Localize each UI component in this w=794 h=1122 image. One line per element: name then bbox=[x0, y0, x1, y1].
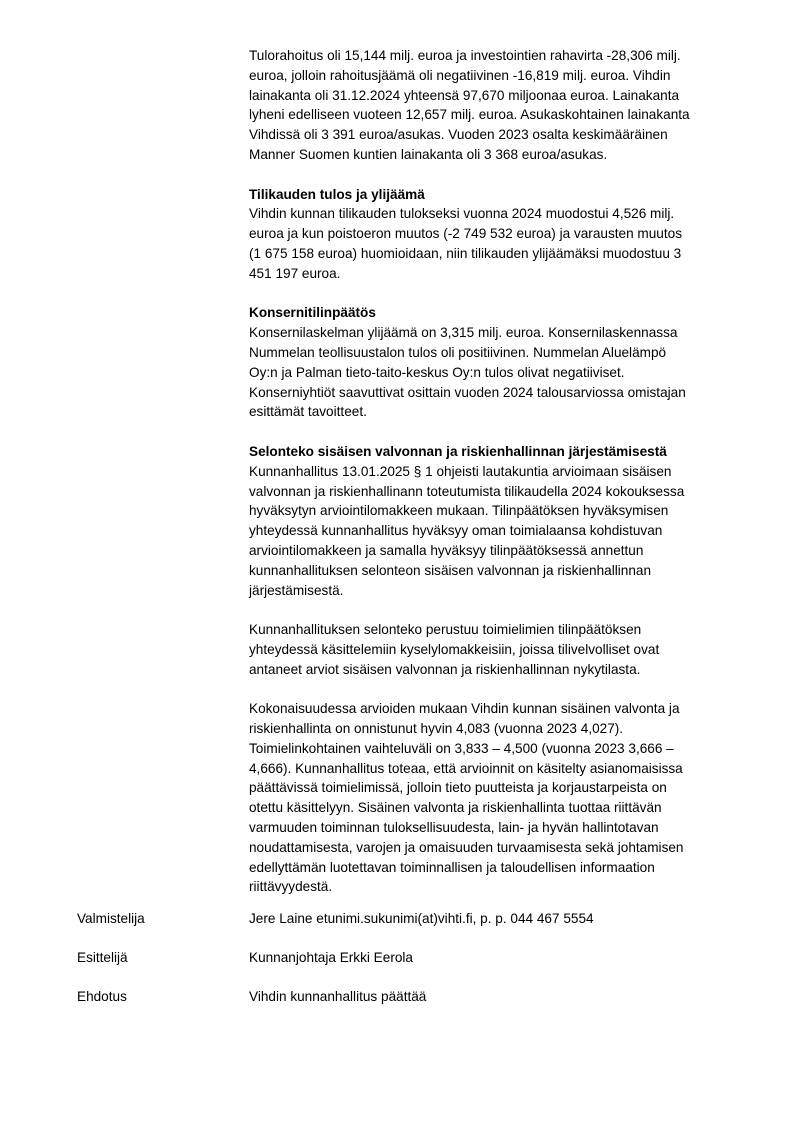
body-line: päättävissä toimielimissä, jolloin tieto puutteista ja korjaustarpeista on bbox=[249, 780, 667, 796]
body-line: noudattamisesta, varojen ja omaisuuden turvaamisesta sekä johtamisen bbox=[249, 839, 684, 855]
body-line: Nummelan teollisuustalon tulos oli positiivinen. Nummelan Aluelämpö bbox=[249, 344, 667, 360]
body-line: otettu käsittelyyn. Sisäinen valvonta ja riskienhallinta tuottaa riittävän bbox=[249, 800, 662, 816]
section-heading: Konsernitilinpäätös bbox=[249, 305, 376, 321]
body-line: arviointilomakkeen ja samalla hyväksyy tilinpäätöksessä annettun bbox=[249, 542, 644, 558]
body-line: Vihdin kunnan tilikauden tulokseksi vuonna 2024 muodostui 4,526 milj. bbox=[249, 206, 675, 222]
body-line: edellyttämän luotettavan toiminnallisen ja taloudellisen informaation bbox=[249, 859, 655, 875]
body-line: valvonnan ja riskienhallinann toteutumista tilikaudella 2024 kokouksessa bbox=[249, 483, 685, 499]
document-body bbox=[249, 46, 729, 897]
body-line: Vihdissä oli 3 391 euroa/asukas. Vuoden 2023 osalta keskimääräinen bbox=[249, 127, 668, 143]
body-line: Toimielinkohtainen vaihteluväli on 3,833 – 4,500 (vuonna 2023 3,666 – bbox=[249, 740, 674, 756]
internal-control-section bbox=[249, 442, 729, 600]
body-line: yhteydessä kunnanhallitus hyväksyy oman toimialaansa kohdistuvan bbox=[249, 523, 663, 539]
body-line: varmuuden toiminnan tuloksellisuudesta, lain- ja hyvän hallintotavan bbox=[249, 820, 659, 836]
section-heading: Selonteko sisäisen valvonnan ja riskienhallinnan järjestämisestä bbox=[249, 443, 667, 459]
body-line: Manner Suomen kuntien lainakanta oli 3 368 euroa/asukas. bbox=[249, 146, 608, 162]
body-line: lainakanta oli 31.12.2024 yhteensä 97,670 miljoonaa euroa. Lainakanta bbox=[249, 87, 680, 103]
body-line: 4,666). Kunnanhallitus toteaa, että arvioinnit on käsitelty asianomaisissa bbox=[249, 760, 683, 776]
group-statement-section bbox=[249, 303, 729, 422]
body-line: kunnanhallituksen selonteon sisäisen valvonnan ja riskienhallinnan bbox=[249, 562, 652, 578]
body-line: Konserniyhtiöt saavuttivat osittain vuoden 2024 talousarviossa omistajan bbox=[249, 384, 686, 400]
body-line: Konsernilaskelman ylijäämä on 3,315 milj. euroa. Konsernilaskennassa bbox=[249, 325, 678, 341]
body-line: hyväksytyn arviointilomakkeen mukaan. Tilinpäätöksen hyväksymisen bbox=[249, 503, 669, 519]
proposal-label: Ehdotus bbox=[77, 989, 127, 1004]
body-line: (1 675 158 euroa) huomioidaan, niin tilikauden ylijäämäksi muodostuu 3 bbox=[249, 245, 682, 261]
financing-paragraph bbox=[249, 46, 729, 165]
body-line: Kunnanhallituksen selonteko perustuu toimielimien tilinpäätöksen bbox=[249, 622, 642, 638]
body-line: lyheni edelliseen vuoteen 12,657 milj. euroa. Asukaskohtainen lainakanta bbox=[249, 107, 690, 123]
presenter-label: Esittelijä bbox=[77, 950, 128, 965]
report-basis-paragraph bbox=[249, 620, 729, 679]
body-line: riittävyydestä. bbox=[249, 879, 333, 895]
overall-assessment-paragraph bbox=[249, 699, 729, 897]
body-line: riskienhallinta on onnistunut hyvin 4,083 (vuonna 2023 4,027). bbox=[249, 721, 624, 737]
body-line: Kunnanhallitus 13.01.2025 § 1 ohjeisti lautakuntia arvioimaan sisäisen bbox=[249, 463, 672, 479]
body-line: Tulorahoitus oli 15,144 milj. euroa ja investointien rahavirta -28,306 milj. bbox=[249, 48, 681, 63]
body-line: Kokonaisuudessa arvioiden mukaan Vihdin kunnan sisäinen valvonta ja bbox=[249, 701, 680, 717]
body-line: euroa ja kun poistoeron muutos (-2 749 532 euroa) ja varausten muutos bbox=[249, 226, 682, 242]
body-line: järjestämisestä. bbox=[249, 582, 344, 598]
body-line: euroa, jolloin rahoitusjäämä oli negatiivinen -16,819 milj. euroa. Vihdin bbox=[249, 67, 671, 83]
section-heading: Tilikauden tulos ja ylijäämä bbox=[249, 186, 425, 202]
body-line: 451 197 euroa. bbox=[249, 265, 341, 281]
preparer-value: Jere Laine etunimi.sukunimi(at)vihti.fi, p. p. 044 467 5554 bbox=[249, 911, 594, 926]
proposal-value: Vihdin kunnanhallitus päättää bbox=[249, 989, 427, 1004]
preparer-label: Valmistelija bbox=[77, 911, 145, 926]
body-line: esittämät tavoitteet. bbox=[249, 404, 367, 420]
body-line: Oy:n ja Palman tieto-taito-keskus Oy:n tulos olivat negatiiviset. bbox=[249, 364, 625, 380]
result-section bbox=[249, 185, 729, 284]
body-line: antaneet arviot sisäisen valvonnan ja riskienhallinnan nykytilasta. bbox=[249, 661, 641, 677]
body-line: yhteydessä käsittelemiin kyselylomakkeisiin, joissa tilivelvolliset ovat bbox=[249, 641, 660, 657]
presenter-value: Kunnanjohtaja Erkki Eerola bbox=[249, 950, 413, 965]
